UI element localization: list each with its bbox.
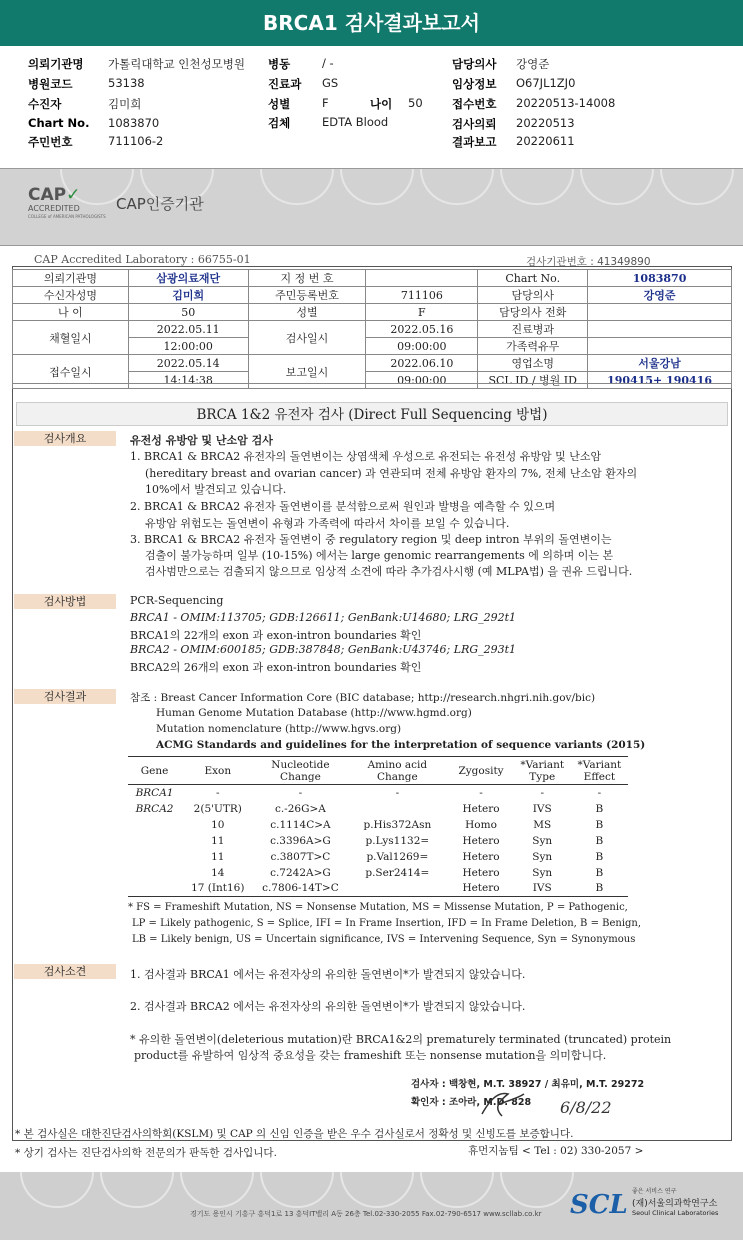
variant-cell: BRCA2 xyxy=(135,802,174,815)
agency-number: 검사기관번호 : 41349890 xyxy=(526,256,651,268)
cap-logo: CAP✓ xyxy=(28,185,81,205)
label-department: 진료과 xyxy=(268,77,302,91)
cell-value xyxy=(588,321,732,338)
cap-lab-number: CAP Accredited Laboratory : 66755-01 xyxy=(34,253,251,266)
variant-cell: 2(5'UTR) xyxy=(193,802,242,815)
label-report-date: 결과보고 xyxy=(452,135,497,149)
confirmer-line: 확인자 : 조아라, M.D. 828 xyxy=(411,1097,532,1108)
method-line: BRCA1의 22개의 exon 과 exon-intron boundaries 확인 xyxy=(130,629,422,642)
summary-line: 검사범만으로는 검출되지 않으므로 임상적 소견에 따라 추가검사시행 (예 MLPA법) 을 권유 드립니다. xyxy=(145,565,633,578)
variant-row xyxy=(128,801,628,817)
cell-value: 09:00:00 xyxy=(366,372,478,389)
method-line: PCR-Sequencing xyxy=(130,594,224,607)
cell-value xyxy=(588,338,732,355)
cell-value: 1083870 xyxy=(588,270,732,287)
team-contact: 휴먼지놈팀 < Tel : 02) 330-2057 > xyxy=(468,1145,644,1157)
summary-line: 3. BRCA1 & BRCA2 유전자 돌연변이 중 regulatory region 및 deep intron 부위의 돌연변이는 xyxy=(130,533,612,546)
variant-row xyxy=(128,833,628,849)
cell-label: 담당의사 xyxy=(478,287,588,304)
cap-label: CAP인증기관 xyxy=(116,195,204,213)
variant-cell: c.3807T>C xyxy=(270,850,331,863)
variant-cell: Syn xyxy=(532,850,553,863)
conclusion-label: 검사소견 xyxy=(14,964,116,979)
cell-value: 12:00:00 xyxy=(128,338,248,355)
cell-label: SCL ID / 병원 ID xyxy=(478,372,588,389)
variant-cell: Hetero xyxy=(462,866,500,879)
variant-cell xyxy=(128,865,181,881)
conclusion-line: 2. 검사결과 BRCA2 에서는 유전자상의 유의한 돌연변이*가 발견되지 않았습니다. xyxy=(130,1000,526,1013)
variant-cell: p.Ser2414= xyxy=(365,866,430,879)
footer-band xyxy=(0,1172,743,1240)
value-institution: 가톨릭대학교 인천성모병원 xyxy=(108,57,245,71)
value-report-date: 20220611 xyxy=(516,134,575,148)
variant-cell: Hetero xyxy=(462,834,500,847)
cell-label: 주민등록번호 xyxy=(248,287,366,304)
cell-label: 채혈일시 xyxy=(13,321,129,355)
label-doctor: 담당의사 xyxy=(452,57,497,71)
variant-cell xyxy=(128,817,181,833)
footer-address: 경기도 용인시 기흥구 흥덕1로 13 흥덕IT밸리 A동 26층 Tel.02-330-2055 Fax.02-790-6517 www.scllab.co.kr xyxy=(190,1210,542,1218)
variant-cell: 14 xyxy=(211,866,225,879)
label-request-date: 검사의뢰 xyxy=(452,117,497,131)
summary-line: 유방암 위험도는 돌연변이 유형과 가족력에 따라서 차이를 보일 수 있습니다. xyxy=(145,517,510,530)
cell-label: 성별 xyxy=(248,304,366,321)
examiner-line: 검사자 : 백창현, M.T. 38927 / 최유미, M.T. 29272 xyxy=(411,1079,645,1090)
cell-value: 서울강남 xyxy=(588,355,732,372)
cell-value: 2022.06.10 xyxy=(366,355,478,372)
cell-value xyxy=(588,304,732,321)
accreditation-note: * 본 검사실은 대한진단검사의학회(KSLM) 및 CAP 의 신임 인증을 받은 우수 검사실로서 정확성 및 신빙도를 보증합니다. xyxy=(15,1128,574,1140)
col-amino-acid: Amino acid Change xyxy=(346,757,448,785)
variant-cell: B xyxy=(595,834,604,847)
signature xyxy=(478,1088,528,1120)
value-request-date: 20220513 xyxy=(516,116,575,130)
variant-cell: Hetero xyxy=(462,850,500,863)
value-chart-no: 1083870 xyxy=(108,116,160,130)
variant-cell: 11 xyxy=(211,850,225,863)
variant-cell: - xyxy=(479,786,483,799)
label-age: 나이 xyxy=(370,97,393,111)
cell-value: 09:00:00 xyxy=(366,338,478,355)
conclusion-line: 1. 검사결과 BRCA1 에서는 유전자상의 유의한 돌연변이*가 발견되지 않았습니다. xyxy=(130,968,526,981)
label-clinical-info: 임상정보 xyxy=(452,77,497,91)
value-resident-no: 711106-2 xyxy=(108,134,164,148)
legend-line: * FS = Frameshift Mutation, NS = Nonsense Mutation, MS = Missense Mutation, P = Pathogenic, xyxy=(128,902,628,913)
cell-value: 711106 xyxy=(366,287,478,304)
cell-value: F xyxy=(366,304,478,321)
label-patient: 수진자 xyxy=(28,97,62,111)
summary-line: (hereditary breast and ovarian cancer) 과 연관되며 전체 유방암 환자의 7%, 전체 난소암 환자의 xyxy=(145,467,638,480)
cell-label: 나 이 xyxy=(13,304,129,321)
value-hospital-code: 53138 xyxy=(108,76,145,90)
method-line: BRCA2의 26개의 exon 과 exon-intron boundaries 확인 xyxy=(130,661,422,674)
cell-label: 담당의사 전화 xyxy=(478,304,588,321)
cell-value: 김미희 xyxy=(128,287,248,304)
cell-label: 보고일시 xyxy=(248,355,366,389)
cell-label: Chart No. xyxy=(478,270,588,287)
variant-cell: Hetero xyxy=(448,881,513,897)
value-receipt-no: 20220513-14008 xyxy=(516,96,616,110)
cell-value: 2022.05.11 xyxy=(128,321,248,338)
variant-row xyxy=(128,849,628,865)
variant-cell: B xyxy=(595,866,604,879)
method-label: 검사방법 xyxy=(14,594,116,609)
variant-row xyxy=(128,785,628,801)
cell-label: 의뢰기관명 xyxy=(13,270,129,287)
variant-cell: p.Lys1132= xyxy=(365,834,430,847)
variant-cell: - xyxy=(395,786,400,799)
method-line: BRCA1 - OMIM:113705; GDB:126611; GenBank:U14680; LRG_292t1 xyxy=(130,611,517,624)
cell-label: 진료병과 xyxy=(478,321,588,338)
variant-cell: IVS xyxy=(514,881,571,897)
variant-cell: BRCA1 xyxy=(135,786,174,799)
value-doctor: 강영준 xyxy=(516,57,550,71)
reading-note: * 상기 검사는 진단검사의학 전문의가 판독한 검사입니다. xyxy=(15,1147,277,1159)
variant-cell: - xyxy=(597,786,602,799)
variant-cell: Syn xyxy=(532,866,553,879)
variant-cell xyxy=(128,881,181,897)
conclusion-line: product를 유발하여 임상적 중요성을 갖는 frameshift 또는 nonsense mutation을 의미합니다. xyxy=(134,1049,607,1062)
report-title: BRCA1 검사결과보고서 xyxy=(0,0,743,46)
cap-logo-sub: ACCREDITED xyxy=(28,204,80,213)
checkmark-icon: ✓ xyxy=(66,185,81,205)
cell-label: 검사일시 xyxy=(248,321,366,355)
summary-line: 2. BRCA1 & BRCA2 유전자 돌연변이를 분석함으로써 원인과 발병을 예측할 수 있으며 xyxy=(130,500,556,513)
col-exon: Exon xyxy=(181,757,254,785)
conclusion-line: * 유의한 돌연변이(deleterious mutation)란 BRCA1&2의 prematurely terminated (truncated) protein xyxy=(130,1033,672,1046)
variant-cell: B xyxy=(595,802,604,815)
variant-cell: c.7242A>G xyxy=(270,866,331,879)
variant-table xyxy=(128,756,628,897)
label-specimen: 검체 xyxy=(268,116,291,130)
variant-row xyxy=(128,881,628,897)
value-sex: F xyxy=(322,96,329,110)
label-chart-no: Chart No. xyxy=(28,116,90,130)
cell-label: 영업소명 xyxy=(478,355,588,372)
value-clinical-info: O67JL1ZJ0 xyxy=(516,76,576,90)
label-hospital-code: 병원코드 xyxy=(28,77,73,91)
variant-cell xyxy=(346,881,448,897)
variant-cell: - xyxy=(216,786,220,799)
variant-cell: B xyxy=(571,881,628,897)
variant-cell: - xyxy=(540,786,545,799)
variant-cell: 17 (Int16) xyxy=(181,881,254,897)
result-label: 검사결과 xyxy=(14,689,116,704)
label-ward: 병동 xyxy=(268,57,291,71)
value-ward: / - xyxy=(322,56,334,70)
reference-line: ACMG Standards and guidelines for the interpretation of sequence variants (2015) xyxy=(156,739,646,751)
label-receipt-no: 접수번호 xyxy=(452,97,497,111)
section-title: BRCA 1&2 유전자 검사 (Direct Full Sequencing 방법) xyxy=(16,402,728,426)
reference-line: 참조 : Breast Cancer Information Core (BIC database; http://research.nhgri.nih.gov/bic) xyxy=(130,692,596,704)
summary-line: 10%에서 발견되고 있습니다. xyxy=(145,483,287,496)
col-variant-type: *Variant Type xyxy=(514,757,571,785)
info-table xyxy=(12,269,732,389)
variant-cell: IVS xyxy=(532,802,552,815)
org-tag: 좋은 서비스 연구 xyxy=(632,1188,677,1195)
cap-logo-small: COLLEGE of AMERICAN PATHOLOGISTS xyxy=(28,214,106,219)
cell-value xyxy=(366,270,478,287)
variant-cell xyxy=(128,849,181,865)
cap-band xyxy=(0,168,743,246)
variant-cell: Syn xyxy=(532,834,553,847)
variant-cell: Hetero xyxy=(462,802,500,815)
col-nucleotide: Nucleotide Change xyxy=(255,757,347,785)
reference-line: Human Genome Mutation Database (http://www.hgmd.org) xyxy=(156,707,472,719)
value-age: 50 xyxy=(408,96,423,110)
cell-value: 190415+ 190416 xyxy=(588,372,732,389)
variant-cell: B xyxy=(595,818,604,831)
org-name-en: Seoul Clinical Laboratories xyxy=(632,1209,719,1217)
value-specimen: EDTA Blood xyxy=(322,115,389,129)
cell-label: 접수일시 xyxy=(13,355,129,389)
summary-line: 1. BRCA1 & BRCA2 유전자의 돌연변이는 상염색체 우성으로 유전되는 유전성 유방암 및 난소암 xyxy=(130,450,602,463)
summary-heading: 유전성 유방암 및 난소암 검사 xyxy=(130,434,273,447)
cell-value: 강영준 xyxy=(588,287,732,304)
variant-cell xyxy=(346,801,448,817)
summary-line: 검출이 불가능하며 일부 (10-15%) 에서는 large genomic rearrangements 에 의하며 이는 본 xyxy=(145,549,614,562)
org-name: (재)서울의과학연구소 xyxy=(632,1199,718,1209)
label-sex: 성별 xyxy=(268,97,291,111)
value-patient: 김미희 xyxy=(108,97,142,111)
legend-line: LP = Likely pathogenic, S = Splice, IFI = In Frame Insertion, IFD = In Frame Deletion, B = Benign, xyxy=(132,918,642,929)
legend-line: LB = Likely benign, US = Uncertain significance, IVS = Intervening Sequence, Syn = Synonymous xyxy=(132,934,636,945)
cell-value: 2022.05.16 xyxy=(366,321,478,338)
variant-cell: 11 xyxy=(211,834,225,847)
col-gene: Gene xyxy=(128,757,181,785)
variant-cell: c.3396A>G xyxy=(270,834,331,847)
label-institution: 의뢰기관명 xyxy=(28,57,84,71)
variant-cell: - xyxy=(298,786,303,799)
variant-cell: c.-26G>A xyxy=(274,802,326,815)
col-zygosity: Zygosity xyxy=(448,757,513,785)
variant-cell: MS xyxy=(533,818,552,831)
summary-label: 검사개요 xyxy=(14,431,116,446)
variant-cell: Homo xyxy=(465,818,497,831)
cell-label: 가족력유무 xyxy=(478,338,588,355)
cell-value: 2022.05.14 xyxy=(128,355,248,372)
variant-cell: c.7806-14T>C xyxy=(255,881,347,897)
variant-cell: p.Val1269= xyxy=(366,850,429,863)
col-variant-effect: *Variant Effect xyxy=(571,757,628,785)
variant-row xyxy=(128,817,628,833)
variant-cell: 10 xyxy=(211,818,225,831)
variant-cell: p.His372Asn xyxy=(363,818,432,831)
cell-value: 삼광의료재단 xyxy=(128,270,248,287)
cell-value: 14:14:38 xyxy=(128,372,248,389)
variant-row xyxy=(128,865,628,881)
variant-cell xyxy=(128,833,181,849)
handwritten-date: 6/8/22 xyxy=(560,1098,612,1117)
value-department: GS xyxy=(322,76,339,90)
scl-logo: SCL xyxy=(570,1190,628,1220)
cell-label: 수신자성명 xyxy=(13,287,129,304)
reference-line: Mutation nomenclature (http://www.hgvs.org) xyxy=(156,723,402,735)
method-line: BRCA2 - OMIM:600185; GDB:387848; GenBank:U43746; LRG_293t1 xyxy=(130,643,517,656)
cell-value: 50 xyxy=(128,304,248,321)
variant-cell: c.1114C>A xyxy=(270,818,331,831)
cell-label: 지 정 번 호 xyxy=(248,270,366,287)
variant-cell: B xyxy=(595,850,604,863)
label-resident-no: 주민번호 xyxy=(28,135,73,149)
